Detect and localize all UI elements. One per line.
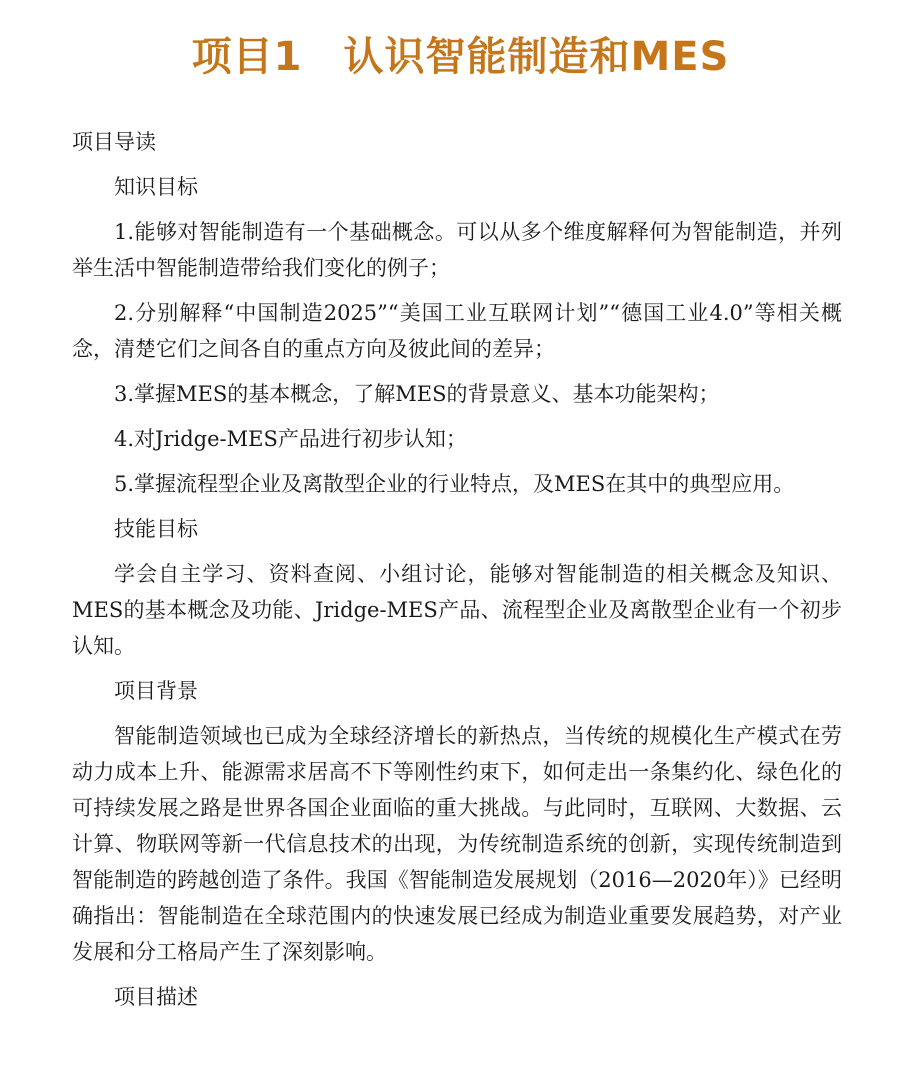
guide-heading: 项目导读	[72, 130, 156, 154]
document-body	[72, 124, 842, 1015]
page-title: 项目1 认识智能制造和MES	[191, 34, 730, 80]
knowledge-item-5: 5.掌握流程型企业及离散型企业的行业特点，及MES在其中的典型应用。	[114, 472, 795, 496]
background-heading: 项目背景	[114, 679, 198, 703]
knowledge-heading: 知识目标	[114, 175, 198, 199]
knowledge-item-2: 2.分别解释“中国制造2025”“美国工业互联网计划”“德国工业4.0”等相关概念，清楚它们之间各自的重点方向及彼此间的差异；	[72, 301, 842, 361]
knowledge-item-3: 3.掌握MES的基本概念，了解MES的背景意义、基本功能架构；	[114, 382, 720, 406]
description-heading: 项目描述	[114, 985, 198, 1009]
knowledge-item-4: 4.对Jridge-MES产品进行初步认知；	[114, 427, 467, 451]
knowledge-item-1: 1.能够对智能制造有一个基础概念。可以从多个维度解释何为智能制造，并列举生活中智能制造带给我们变化的例子；	[72, 220, 842, 280]
skill-paragraph: 学会自主学习、资料查阅、小组讨论，能够对智能制造的相关概念及知识、MES的基本概念及功能、Jridge-MES产品、流程型企业及离散型企业有一个初步认知。	[72, 562, 842, 658]
background-paragraph: 智能制造领域也已成为全球经济增长的新热点，当传统的规模化生产模式在劳动力成本上升、能源需求居高不下等刚性约束下，如何走出一条集约化、绿色化的可持续发展之路是世界各国企业面临的重大挑战。与此同时，互联网、大数据、云计算、物联网等新一代信息技术的出现，为传统制造系统的创新，实现传统制造到智能制造的跨越创造了条件。我国《智能制造发展规划（2016—2020年）》已经明确指出：智能制造在全球范围内的快速发展已经成为制造业重要发展趋势，对产业发展和分工格局产生了深刻影响。	[72, 724, 842, 964]
skill-heading: 技能目标	[114, 517, 198, 541]
